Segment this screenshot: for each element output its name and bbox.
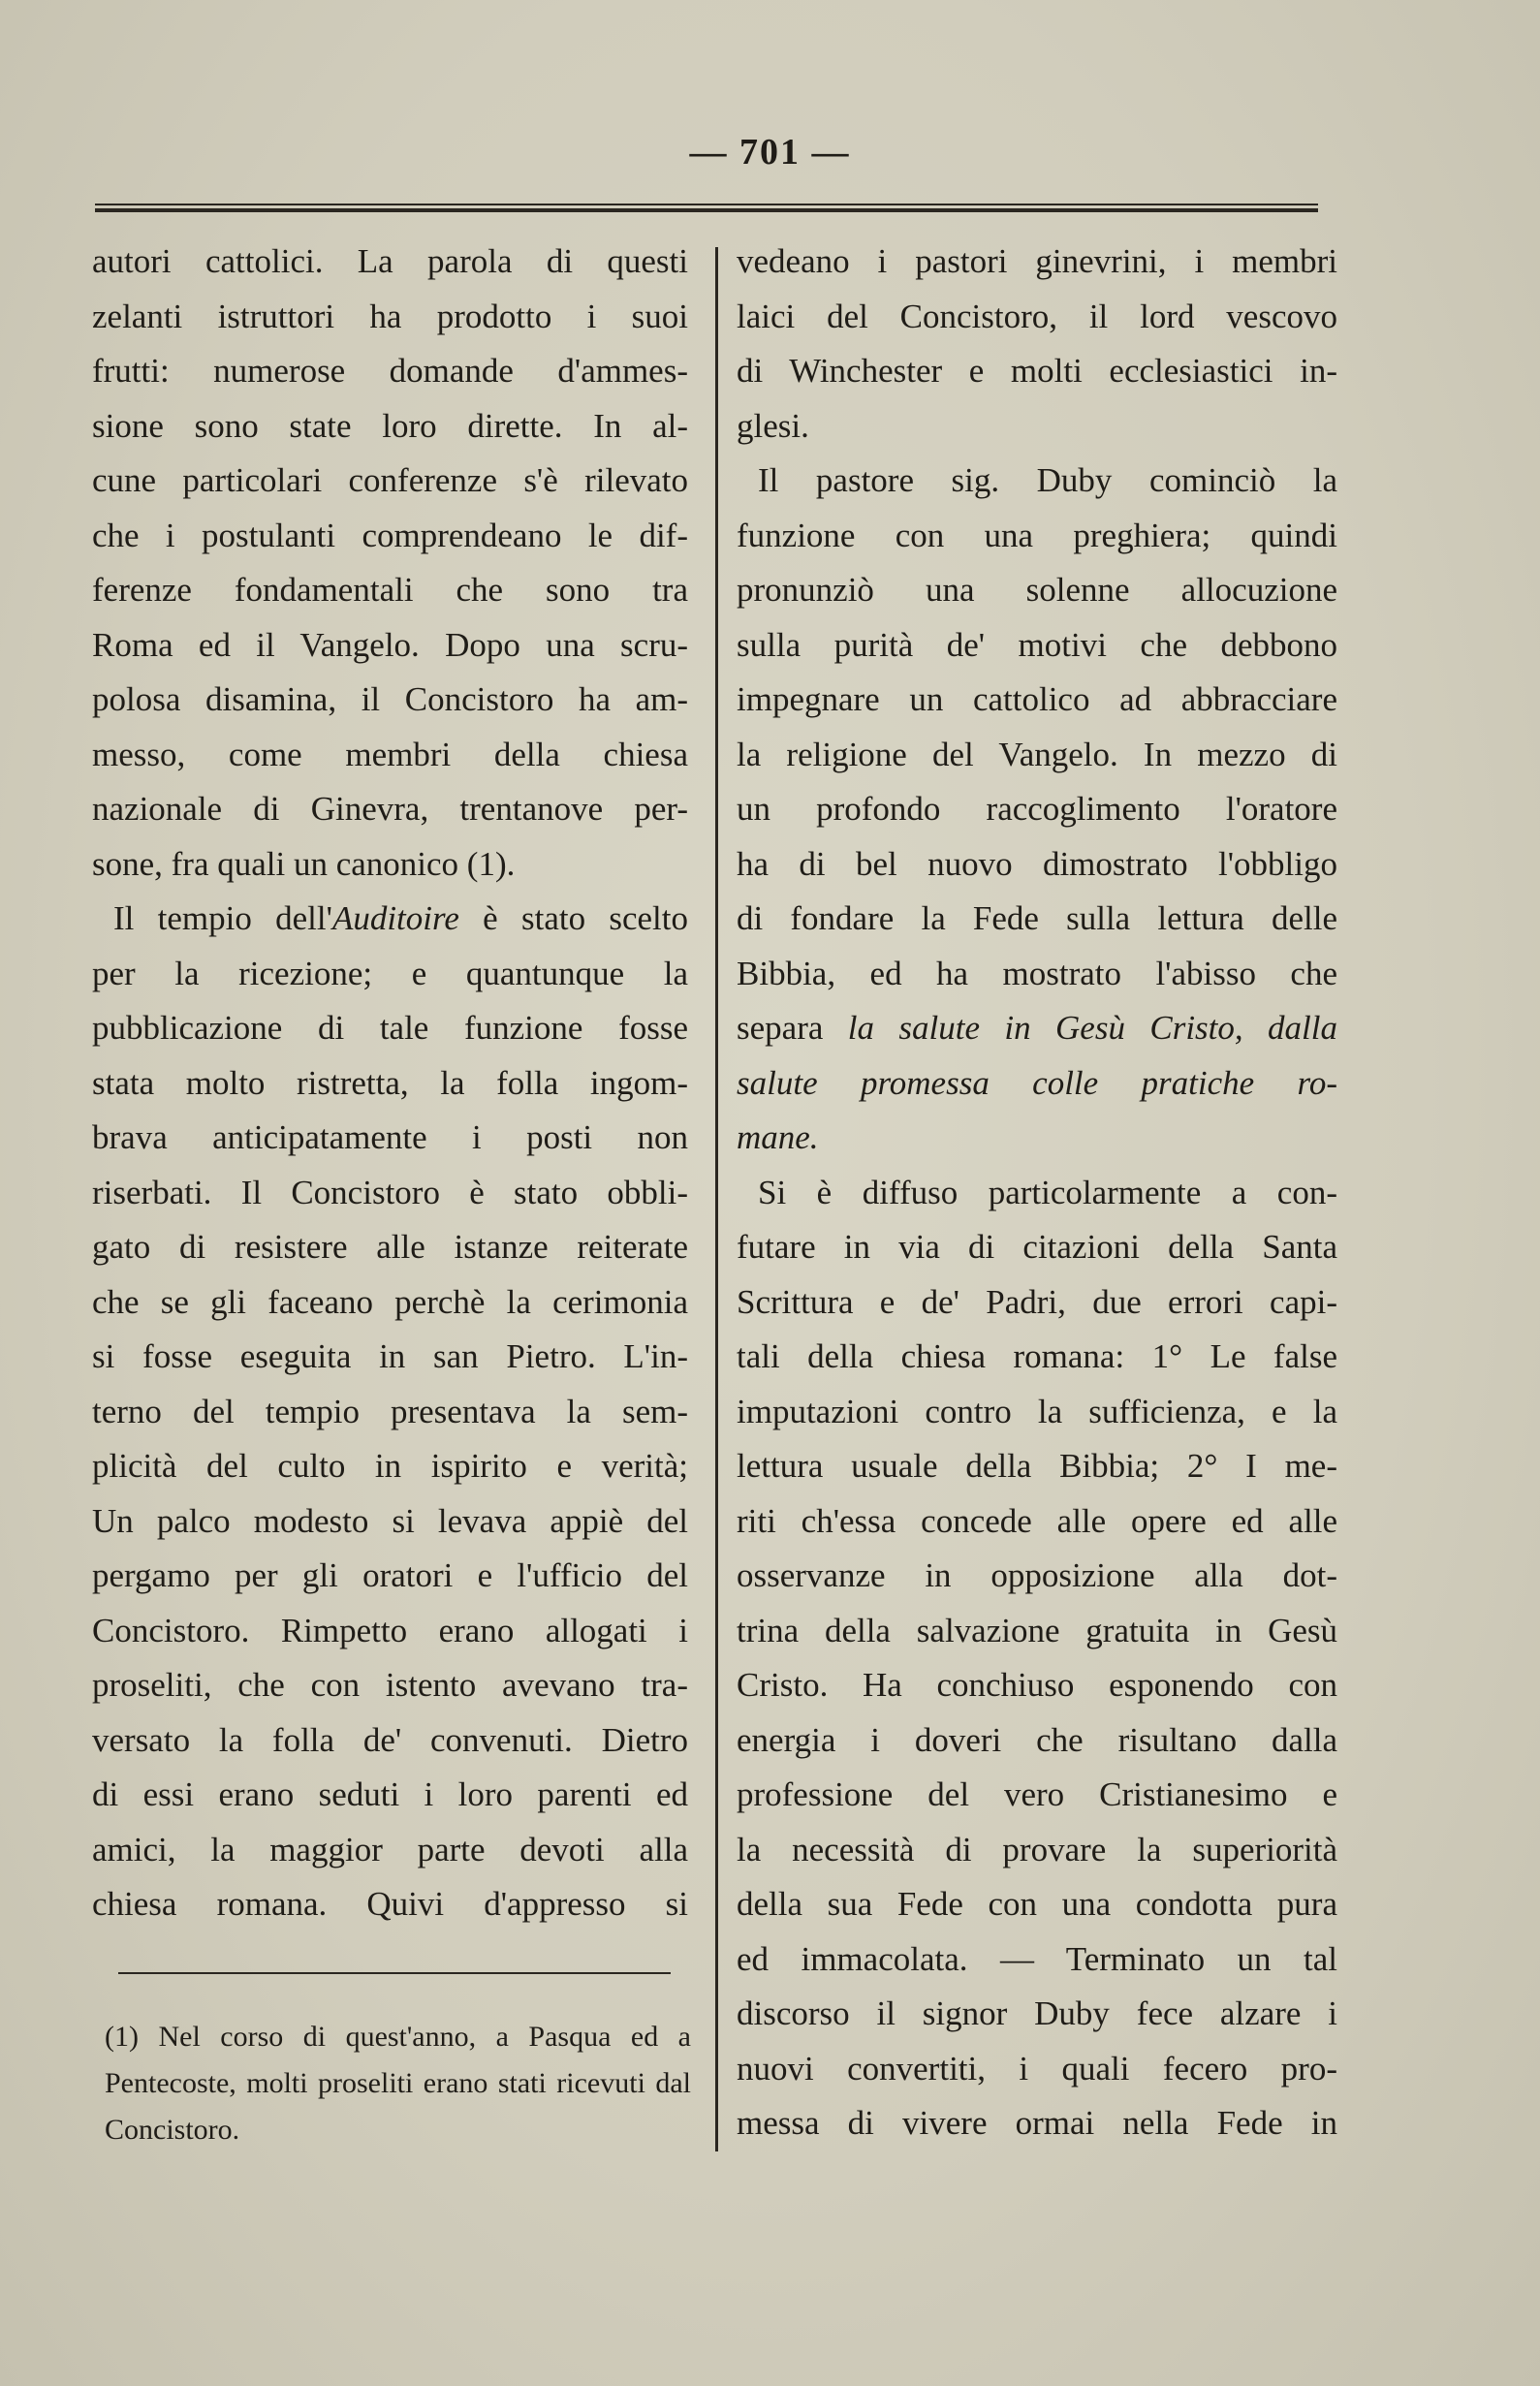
page-number: — 701 — bbox=[689, 132, 851, 173]
text-line: di fondare la Fede sulla lettura delle bbox=[737, 899, 1337, 937]
text-line: amici, la maggior parte devoti alla bbox=[92, 1830, 688, 1868]
text-line: funzione con una preghiera; quindi bbox=[737, 516, 1337, 554]
left-column bbox=[92, 235, 688, 1932]
text-line: che se gli faceano perchè la cerimonia bbox=[92, 1282, 688, 1321]
text-line: zelanti istruttori ha prodotto i suoi bbox=[92, 297, 688, 335]
text-line: messo, come membri della chiesa bbox=[92, 735, 688, 773]
italic-auditoire: Auditoire bbox=[331, 899, 459, 937]
text-line: discorso il signor Duby fece alzare i bbox=[737, 1994, 1337, 2032]
text-line: autori cattolici. La parola di questi bbox=[92, 242, 688, 280]
text-line: plicità del culto in ispirito e verità; bbox=[92, 1447, 688, 1485]
text-line: che i postulanti comprendeano le dif- bbox=[92, 516, 688, 554]
text-line: sulla purità de' motivi che debbono bbox=[737, 625, 1337, 664]
text-line: un profondo raccoglimento l'oratore bbox=[737, 790, 1337, 828]
text-line: Cristo. Ha conchiuso esponendo con bbox=[737, 1666, 1337, 1704]
text-line: pergamo per gli oratori e l'ufficio del bbox=[92, 1556, 688, 1594]
column-divider bbox=[715, 247, 718, 2151]
text-line: cune particolari conferenze s'è rilevato bbox=[92, 461, 688, 499]
text-line: Un palco modesto si levava appiè del bbox=[92, 1501, 688, 1540]
text-line: glesi. bbox=[737, 406, 809, 445]
text-line: vedeano i pastori ginevrini, i membri bbox=[737, 242, 1337, 280]
text-line: Il pastore sig. Duby cominciò la bbox=[758, 461, 1337, 499]
text-line: per la ricezione; e quantunque la bbox=[92, 954, 688, 992]
text-line: nuovi convertiti, i quali fecero pro- bbox=[737, 2049, 1337, 2088]
text-line bbox=[737, 1001, 1337, 1056]
text-line: tali della chiesa romana: 1° Le false bbox=[737, 1337, 1337, 1375]
text-line: di Winchester e molti ecclesiastici in- bbox=[737, 352, 1337, 390]
text-line bbox=[92, 892, 688, 947]
text-line: riti ch'essa concede alle opere ed alle bbox=[737, 1501, 1337, 1540]
text-line: la necessità di provare la superiorità bbox=[737, 1830, 1337, 1868]
text-line: terno del tempio presentava la sem- bbox=[92, 1392, 688, 1430]
text-line: brava anticipatamente i posti non bbox=[92, 1118, 688, 1156]
text-line: frutti: numerose domande d'ammes- bbox=[92, 352, 688, 390]
text-line: energia i doveri che risultano dalla bbox=[737, 1720, 1337, 1759]
text-line: si fosse eseguita in san Pietro. L'in- bbox=[92, 1337, 688, 1375]
text-line: pubblicazione di tale funzione fosse bbox=[92, 1009, 688, 1047]
text-line: versato la folla de' convenuti. Dietro bbox=[92, 1720, 688, 1759]
text-line: di essi erano seduti i loro parenti ed bbox=[92, 1775, 688, 1813]
text-line: osservanze in opposizione alla dot- bbox=[737, 1556, 1337, 1594]
text-line: impegnare un cattolico ad abbracciare bbox=[737, 680, 1337, 718]
text-line: Roma ed il Vangelo. Dopo una scru- bbox=[92, 625, 688, 664]
text-line: chiesa romana. Quivi d'appresso si bbox=[92, 1885, 688, 1923]
italic-phrase: la salute in Gesù Cristo, dalla bbox=[847, 1009, 1337, 1047]
text-line: Si è diffuso particolarmente a con- bbox=[758, 1173, 1337, 1211]
text-line: la religione del Vangelo. In mezzo di bbox=[737, 735, 1337, 773]
text-line: pronunziò una solenne allocuzione bbox=[737, 571, 1337, 609]
text-line: ferenze fondamentali che sono tra bbox=[92, 571, 688, 609]
text-line: riserbati. Il Concistoro è stato obbli- bbox=[92, 1173, 688, 1211]
text-line: imputazioni contro la sufficienza, e la bbox=[737, 1392, 1337, 1430]
text-line: Scrittura e de' Padri, due errori capi- bbox=[737, 1282, 1337, 1321]
footnote: (1) Nel corso di quest'anno, a Pasqua ed a Pentecoste, molti proseliti erano stati ricevuti dal Concistoro. bbox=[105, 2021, 691, 2146]
text-segment: Il tempio dell' bbox=[113, 899, 332, 937]
text-line: polosa disamina, il Concistoro ha am- bbox=[92, 680, 688, 718]
text-line: ed immacolata. — Terminato un tal bbox=[737, 1939, 1337, 1978]
text-line: della sua Fede con una condotta pura bbox=[737, 1885, 1337, 1923]
text-line: lettura usuale della Bibbia; 2° I me- bbox=[737, 1447, 1337, 1485]
text-line: ha di bel nuovo dimostrato l'obbligo bbox=[737, 844, 1337, 883]
text-line: mane. bbox=[737, 1118, 819, 1156]
text-line: messa di vivere ormai nella Fede in bbox=[737, 2104, 1337, 2142]
text-line: gato di resistere alle istanze reiterate bbox=[92, 1228, 688, 1266]
text-segment: è stato scelto bbox=[458, 899, 688, 937]
text-segment: separa bbox=[737, 1009, 848, 1047]
text-line: proseliti, che con istento avevano tra- bbox=[92, 1666, 688, 1704]
text-line: professione del vero Cristianesimo e bbox=[737, 1775, 1337, 1813]
text-line: sione sono state loro dirette. In al- bbox=[92, 406, 688, 445]
text-line: Bibbia, ed ha mostrato l'abisso che bbox=[737, 954, 1337, 992]
text-line: nazionale di Ginevra, trentanove per- bbox=[92, 790, 688, 828]
text-line: trina della salvazione gratuita in Gesù bbox=[737, 1611, 1337, 1649]
header-rule bbox=[95, 204, 1318, 212]
text-line: futare in via di citazioni della Santa bbox=[737, 1228, 1337, 1266]
text-line: stata molto ristretta, la folla ingom- bbox=[92, 1063, 688, 1102]
text-line: Concistoro. Rimpetto erano allogati i bbox=[92, 1611, 688, 1649]
text-line: laici del Concistoro, il lord vescovo bbox=[737, 297, 1337, 335]
footnote-rule bbox=[118, 1972, 671, 1974]
text-line: sone, fra quali un canonico (1). bbox=[92, 844, 516, 883]
text-line: salute promessa colle pratiche ro- bbox=[737, 1063, 1337, 1102]
right-column bbox=[737, 235, 1337, 2151]
